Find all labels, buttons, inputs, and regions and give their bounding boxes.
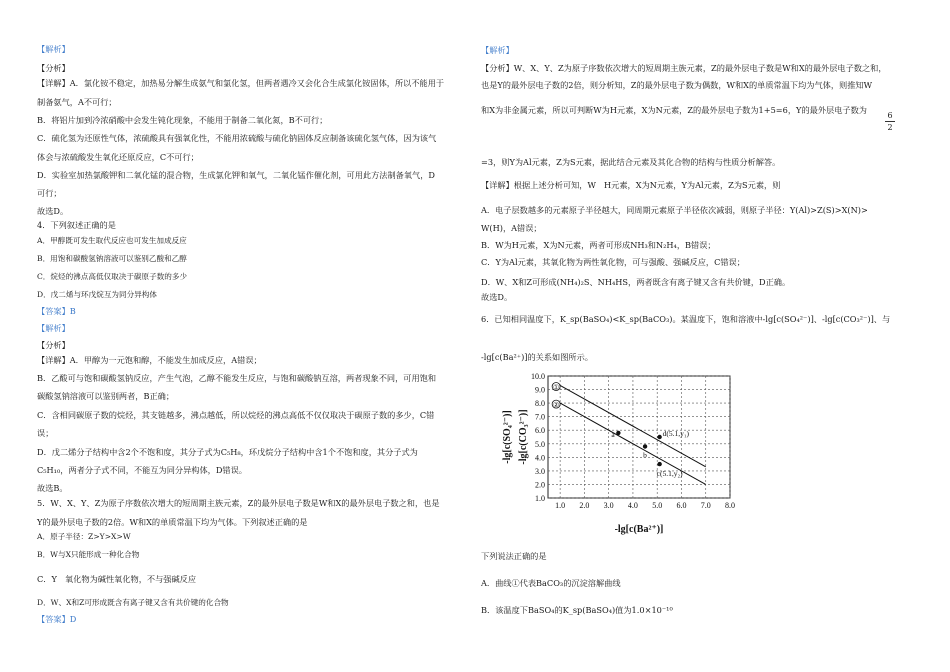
text-line: D．戊二烯与环戊烷互为同分异构体 xyxy=(37,290,157,299)
text-line: 4．下列叙述正确的是 xyxy=(37,220,116,230)
text-line: 碳酸氢钠溶液可以鉴别两者，B正确； xyxy=(37,391,175,401)
y-axis-label-left: -lg[c(SO₄²⁻)] xyxy=(502,410,513,464)
series-label: ② xyxy=(552,401,560,410)
text-line: 【详解】A．甲醇为一元饱和醇，不能发生加成反应，A错误； xyxy=(37,355,262,365)
point-label: c(5.1,y₂) xyxy=(656,469,683,479)
y-tick-label: 6.0 xyxy=(535,426,545,436)
y-tick-label: 4.0 xyxy=(535,453,545,463)
text-line: B．W与X只能形成一种化合物 xyxy=(37,550,140,559)
text-line: A．甲醇既可发生取代反应也可发生加成反应 xyxy=(37,236,187,245)
text-line: C．Y为Al元素，其氧化物为两性氧化物，可与强酸、强碱反应，C错误； xyxy=(481,257,745,267)
section-tag: 【解析】 xyxy=(481,45,514,55)
text-line: D．实验室加热氯酸钾和二氧化锰的混合物，生成氯化钾和氧气，二氧化锰作催化剂，可用此方法制备氧气，D xyxy=(37,170,435,180)
y-tick-label: 9.0 xyxy=(535,385,545,395)
text-line: B．用饱和碳酸氢钠溶液可以鉴别乙酸和乙醇 xyxy=(37,254,187,263)
x-tick-label: 8.0 xyxy=(725,501,735,510)
point-label: a xyxy=(611,429,615,439)
x-axis-label: -lg[c(Ba²⁺)] xyxy=(614,524,664,535)
text-line: 也是Y的最外层电子数的2倍，则分析知，Z的最外层电子数为偶数，W和X的单质常温下均为气体，则推知W xyxy=(481,80,873,90)
text-line: 5．W、X、Y、Z为原子序数依次增大的短周期主族元素，Z的最外层电子数是W和X的最外层电子数之和，也是 xyxy=(37,498,440,508)
x-tick-label: 4.0 xyxy=(627,501,638,510)
text-line: A．曲线①代表BaCO₃的沉淀溶解曲线 xyxy=(481,578,621,588)
y-axis-label-right: -lg[c(CO₃²⁻)] xyxy=(518,409,529,465)
answer-line: 【答案】B xyxy=(37,306,76,316)
x-tick-label: 7.0 xyxy=(700,501,711,510)
text-line: C₅H₁₀，两者分子式不同，不能互为同分异构体，D错误。 xyxy=(37,465,247,475)
x-tick-label: 3.0 xyxy=(603,501,614,510)
section-tag: 【解析】 xyxy=(37,44,70,54)
answer-line: 【答案】D xyxy=(37,614,77,624)
text-line: W(H)，A错误； xyxy=(481,223,542,233)
text-line: 故选B。 xyxy=(37,483,68,493)
text-line: 体会与浓硫酸发生氧化还原反应，C不可行； xyxy=(37,152,199,162)
y-tick-label: 7.0 xyxy=(535,412,545,422)
y-tick-label: 5.0 xyxy=(535,439,545,449)
text-line: 制备氨气，A不可行； xyxy=(37,97,117,107)
text-line: D．戊二烯分子结构中含2个不饱和度，其分子式为C₅H₈，环戊烷分子结构中含1个不饱和度，其分子式为 xyxy=(37,447,418,457)
text-line: C．含相同碳原子数的烷烃，其支链越多，沸点越低，所以烷烃的沸点高低不仅仅取决于碳原子数的多少，C错 xyxy=(37,410,435,420)
text-line: 故选D。 xyxy=(37,206,69,216)
text-line: 故选D。 xyxy=(481,292,513,302)
text-line: B．W为H元素，X为N元素，两者可形成NH₃和N₂H₄，B错误； xyxy=(481,240,716,250)
text-line: 误； xyxy=(37,428,54,438)
text-line: =3，则Y为Al元素，Z为S元素，据此结合元素及其化合物的结构与性质分析解答。 xyxy=(481,157,781,167)
x-tick-label: 6.0 xyxy=(676,501,687,510)
x-tick-label: 1.0 xyxy=(555,501,566,510)
text-line: B．乙酸可与饱和碳酸氢钠反应，产生气泡，乙醇不能发生反应，与饱和碳酸钠互溶，两者现象不同，可用饱和 xyxy=(37,373,437,383)
x-tick-label: 5.0 xyxy=(652,501,663,510)
fraction-denominator: 2 xyxy=(887,123,893,132)
y-tick-label: 3.0 xyxy=(535,466,545,476)
text-line: D．W、X和Z可形成(NH₄)₂S、NH₄HS，两者既含有离子键又含有共价键，D正确。 xyxy=(481,277,791,287)
series-label: ① xyxy=(552,383,560,392)
point-label: d(5.1,y₁) xyxy=(662,429,690,438)
data-point xyxy=(643,444,647,448)
solubility-chart xyxy=(480,368,750,540)
text-line: -lg[c(Ba²⁺)]的关系如图所示。 xyxy=(481,352,593,362)
fraction-numerator: 6 xyxy=(887,111,893,120)
data-point xyxy=(657,462,661,466)
text-line: B．将铝片加到冷浓硝酸中会发生钝化现象，不能用于制备二氧化氮，B不可行； xyxy=(37,115,328,125)
data-point xyxy=(657,435,661,439)
y-tick-label: 1.0 xyxy=(535,494,545,503)
text-line: 下列说法正确的是 xyxy=(481,551,547,561)
data-point xyxy=(616,431,620,435)
y-tick-label: 8.0 xyxy=(535,399,545,409)
text-line: 【分析】 xyxy=(37,340,70,350)
section-tag: 【解析】 xyxy=(37,323,70,333)
text-line: 【分析】W、X、Y、Z为原子序数依次增大的短周期主族元素，Z的最外层电子数是W和X的最外层电子数之和， xyxy=(481,63,887,73)
text-line: 6．已知相同温度下，K_sp(BaSO₄)<K_sp(BaCO₃)。某温度下，饱和溶液中-lg[c(SO₄²⁻)]、-lg[c(CO₃²⁻)]、与 xyxy=(481,314,891,324)
text-line: Y的最外层电子数的2倍。W和X的单质常温下均为气体。下列叙述正确的是 xyxy=(37,517,308,527)
text-line: 【详解】根据上述分析可知，W H元素，X为N元素，Y为Al元素，Z为S元素，则 xyxy=(481,180,781,190)
point-label: b xyxy=(643,450,647,460)
x-tick-label: 2.0 xyxy=(579,501,590,510)
text-line: B．该温度下BaSO₄的K_sp(BaSO₄)值为1.0×10⁻¹⁰ xyxy=(481,605,673,615)
text-line: C．烷烃的沸点高低仅取决于碳原子数的多少 xyxy=(37,272,188,281)
text-line: A．电子层数越多的元素原子半径越大，同周期元素原子半径依次减弱，则原子半径：Y(Al)>Z(S)>X(N)> xyxy=(481,205,868,215)
fraction xyxy=(885,111,895,132)
y-tick-label: 10.0 xyxy=(531,372,545,381)
text-line: C．硫化氢为还原性气体，浓硫酸具有强氧化性，不能用浓硫酸与硫化钠固体反应制备该硫化氢气体，因为该气 xyxy=(37,133,437,143)
text-line: D．W、X和Z可形成既含有离子键又含有共价键的化合物 xyxy=(37,598,229,607)
text-line: 和X为非金属元素，所以可判断W为H元素，X为N元素，Z的最外层电子数为1+5=6，Y的最外层电子数为 xyxy=(481,105,867,115)
text-line: C．Y 氧化物为碱性氧化物，不与强碱反应 xyxy=(37,574,197,584)
text-line: 【分析】 xyxy=(37,63,70,73)
text-line: A．原子半径：Z>Y>X>W xyxy=(37,532,131,541)
text-line: 可行； xyxy=(37,188,62,198)
text-line: 【详解】A．氯化铵不稳定，加热易分解生成氨气和氯化氢，但两者遇冷又会化合生成氯化铵固体，所以不能用于 xyxy=(37,78,445,88)
y-tick-label: 2.0 xyxy=(535,480,545,490)
